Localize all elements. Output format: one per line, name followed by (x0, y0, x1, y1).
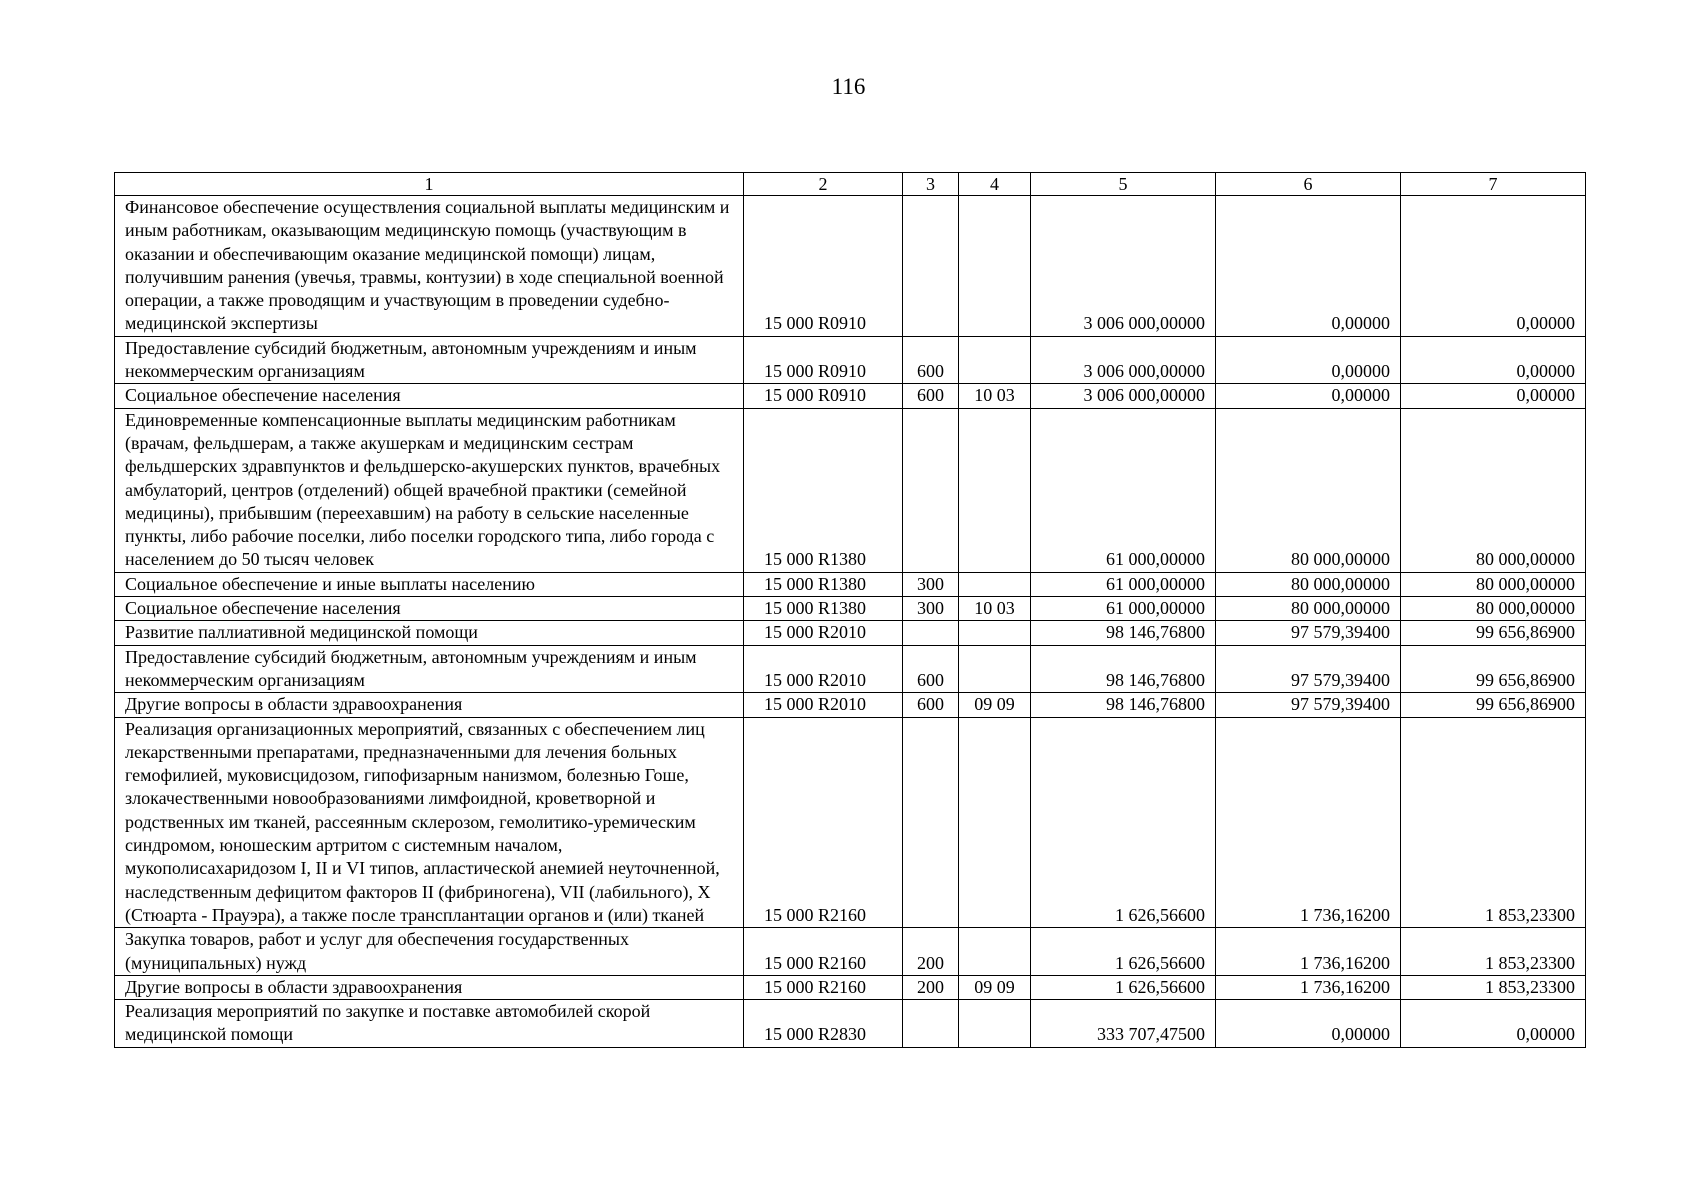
column-header: 6 (1216, 173, 1401, 196)
amount-year-1: 333 707,47500 (1031, 1000, 1216, 1048)
amount-year-3: 1 853,23300 (1401, 928, 1586, 976)
amount-year-3: 99 656,86900 (1401, 693, 1586, 717)
page-number: 116 (831, 74, 866, 99)
table-row (115, 196, 1586, 337)
expense-type-code: 600 (903, 693, 959, 717)
table-row (115, 1000, 1586, 1048)
amount-year-2: 1 736,16200 (1216, 928, 1401, 976)
row-name: Предоставление субсидий бюджетным, автономным учреждениям и иным некоммерческим организациям (115, 336, 744, 384)
amount-year-2: 0,00000 (1216, 336, 1401, 384)
amount-year-2: 80 000,00000 (1216, 572, 1401, 596)
section-subsection-code: 10 03 (959, 384, 1031, 408)
amount-year-2: 97 579,39400 (1216, 621, 1401, 645)
budget-table (114, 172, 1586, 1048)
amount-year-1: 61 000,00000 (1031, 408, 1216, 572)
table-row (115, 597, 1586, 621)
table-row (115, 928, 1586, 976)
target-article-code: 15 000 R1380 (744, 572, 903, 596)
target-article-code: 15 000 R2010 (744, 645, 903, 693)
table-row (115, 384, 1586, 408)
amount-year-3: 0,00000 (1401, 1000, 1586, 1048)
target-article-code: 15 000 R0910 (744, 196, 903, 337)
target-article-code: 15 000 R2010 (744, 621, 903, 645)
column-header: 2 (744, 173, 903, 196)
section-subsection-code (959, 717, 1031, 928)
column-header: 3 (903, 173, 959, 196)
amount-year-3: 0,00000 (1401, 196, 1586, 337)
expense-type-code (903, 621, 959, 645)
amount-year-3: 1 853,23300 (1401, 975, 1586, 999)
target-article-code: 15 000 R2160 (744, 975, 903, 999)
row-name: Предоставление субсидий бюджетным, автономным учреждениям и иным некоммерческим организациям (115, 645, 744, 693)
amount-year-3: 0,00000 (1401, 336, 1586, 384)
row-name: Развитие паллиативной медицинской помощи (115, 621, 744, 645)
section-subsection-code: 09 09 (959, 975, 1031, 999)
row-name: Другие вопросы в области здравоохранения (115, 975, 744, 999)
amount-year-2: 1 736,16200 (1216, 975, 1401, 999)
amount-year-2: 0,00000 (1216, 1000, 1401, 1048)
column-header: 7 (1401, 173, 1586, 196)
amount-year-2: 1 736,16200 (1216, 717, 1401, 928)
target-article-code: 15 000 R2830 (744, 1000, 903, 1048)
amount-year-3: 80 000,00000 (1401, 597, 1586, 621)
table-row (115, 336, 1586, 384)
expense-type-code: 200 (903, 928, 959, 976)
expense-type-code (903, 196, 959, 337)
table-row (115, 717, 1586, 928)
section-subsection-code (959, 621, 1031, 645)
amount-year-2: 97 579,39400 (1216, 645, 1401, 693)
amount-year-3: 0,00000 (1401, 384, 1586, 408)
table-row (115, 645, 1586, 693)
section-subsection-code (959, 645, 1031, 693)
expense-type-code: 600 (903, 645, 959, 693)
amount-year-1: 3 006 000,00000 (1031, 384, 1216, 408)
target-article-code: 15 000 R1380 (744, 408, 903, 572)
section-subsection-code: 09 09 (959, 693, 1031, 717)
expense-type-code (903, 717, 959, 928)
target-article-code: 15 000 R2160 (744, 928, 903, 976)
amount-year-1: 3 006 000,00000 (1031, 336, 1216, 384)
amount-year-1: 98 146,76800 (1031, 621, 1216, 645)
row-name: Социальное обеспечение и иные выплаты населению (115, 572, 744, 596)
row-name: Другие вопросы в области здравоохранения (115, 693, 744, 717)
amount-year-2: 0,00000 (1216, 196, 1401, 337)
section-subsection-code (959, 1000, 1031, 1048)
table-header-row (115, 173, 1586, 196)
row-name: Единовременные компенсационные выплаты медицинским работникам (врачам, фельдшерам, а также акушеркам и медицинским сестрам фельдшерских здравпунктов и фельдшерско-акушерских пунктов, врачебных амбулаторий, центров (отделений) общей врачебной практики (семейной медицины), прибывшим (переехавшим) на работу в сельские населенные пункты, либо рабочие поселки, либо поселки городского типа, либо города с населением до 50 тысяч человек (115, 408, 744, 572)
amount-year-1: 98 146,76800 (1031, 693, 1216, 717)
amount-year-1: 3 006 000,00000 (1031, 196, 1216, 337)
row-name: Реализация организационных мероприятий, связанных с обеспечением лиц лекарственными препаратами, предназначенными для лечения больных гемофилией, муковисцидозом, гипофизарным нанизмом, болезнью Гоше, злокачественными новообразованиями лимфоидной, кроветворной и родственных им тканей, рассеянным склерозом, гемолитико-уремическим синдромом, юношеским артритом с системным началом, мукополисахаридозом I, II и VI типов, апластической анемией неуточненной, наследственным дефицитом факторов II (фибриногена), VII (лабильного), X (Стюарта - Прауэра), а также после трансплантации органов и (или) тканей (115, 717, 744, 928)
amount-year-1: 1 626,56600 (1031, 928, 1216, 976)
target-article-code: 15 000 R2010 (744, 693, 903, 717)
expense-type-code: 600 (903, 384, 959, 408)
amount-year-2: 80 000,00000 (1216, 408, 1401, 572)
column-header: 1 (115, 173, 744, 196)
expense-type-code (903, 408, 959, 572)
section-subsection-code (959, 928, 1031, 976)
amount-year-2: 0,00000 (1216, 384, 1401, 408)
section-subsection-code (959, 408, 1031, 572)
amount-year-1: 1 626,56600 (1031, 717, 1216, 928)
section-subsection-code (959, 572, 1031, 596)
row-name: Реализация мероприятий по закупке и поставке автомобилей скорой медицинской помощи (115, 1000, 744, 1048)
table-row (115, 975, 1586, 999)
amount-year-1: 61 000,00000 (1031, 597, 1216, 621)
target-article-code: 15 000 R0910 (744, 336, 903, 384)
target-article-code: 15 000 R2160 (744, 717, 903, 928)
column-header: 4 (959, 173, 1031, 196)
amount-year-3: 99 656,86900 (1401, 621, 1586, 645)
expense-type-code: 300 (903, 597, 959, 621)
amount-year-3: 1 853,23300 (1401, 717, 1586, 928)
amount-year-1: 1 626,56600 (1031, 975, 1216, 999)
section-subsection-code (959, 196, 1031, 337)
table-row (115, 408, 1586, 572)
expense-type-code: 600 (903, 336, 959, 384)
expense-type-code: 300 (903, 572, 959, 596)
target-article-code: 15 000 R0910 (744, 384, 903, 408)
amount-year-3: 80 000,00000 (1401, 572, 1586, 596)
target-article-code: 15 000 R1380 (744, 597, 903, 621)
table-row (115, 621, 1586, 645)
amount-year-3: 99 656,86900 (1401, 645, 1586, 693)
amount-year-1: 98 146,76800 (1031, 645, 1216, 693)
amount-year-2: 97 579,39400 (1216, 693, 1401, 717)
row-name: Социальное обеспечение населения (115, 597, 744, 621)
column-header: 5 (1031, 173, 1216, 196)
expense-type-code: 200 (903, 975, 959, 999)
amount-year-2: 80 000,00000 (1216, 597, 1401, 621)
section-subsection-code: 10 03 (959, 597, 1031, 621)
expense-type-code (903, 1000, 959, 1048)
section-subsection-code (959, 336, 1031, 384)
table-row (115, 572, 1586, 596)
amount-year-1: 61 000,00000 (1031, 572, 1216, 596)
row-name: Социальное обеспечение населения (115, 384, 744, 408)
row-name: Финансовое обеспечение осуществления социальной выплаты медицинским и иным работникам, оказывающим медицинскую помощь (участвующим в оказании и обеспечивающим оказание медицинской помощи) лицам, получившим ранения (увечья, травмы, контузии) в ходе специальной военной операции, а также проводящим и участвующим в проведении судебно-медицинской экспертизы (115, 196, 744, 337)
amount-year-3: 80 000,00000 (1401, 408, 1586, 572)
table-row (115, 693, 1586, 717)
row-name: Закупка товаров, работ и услуг для обеспечения государственных (муниципальных) нужд (115, 928, 744, 976)
